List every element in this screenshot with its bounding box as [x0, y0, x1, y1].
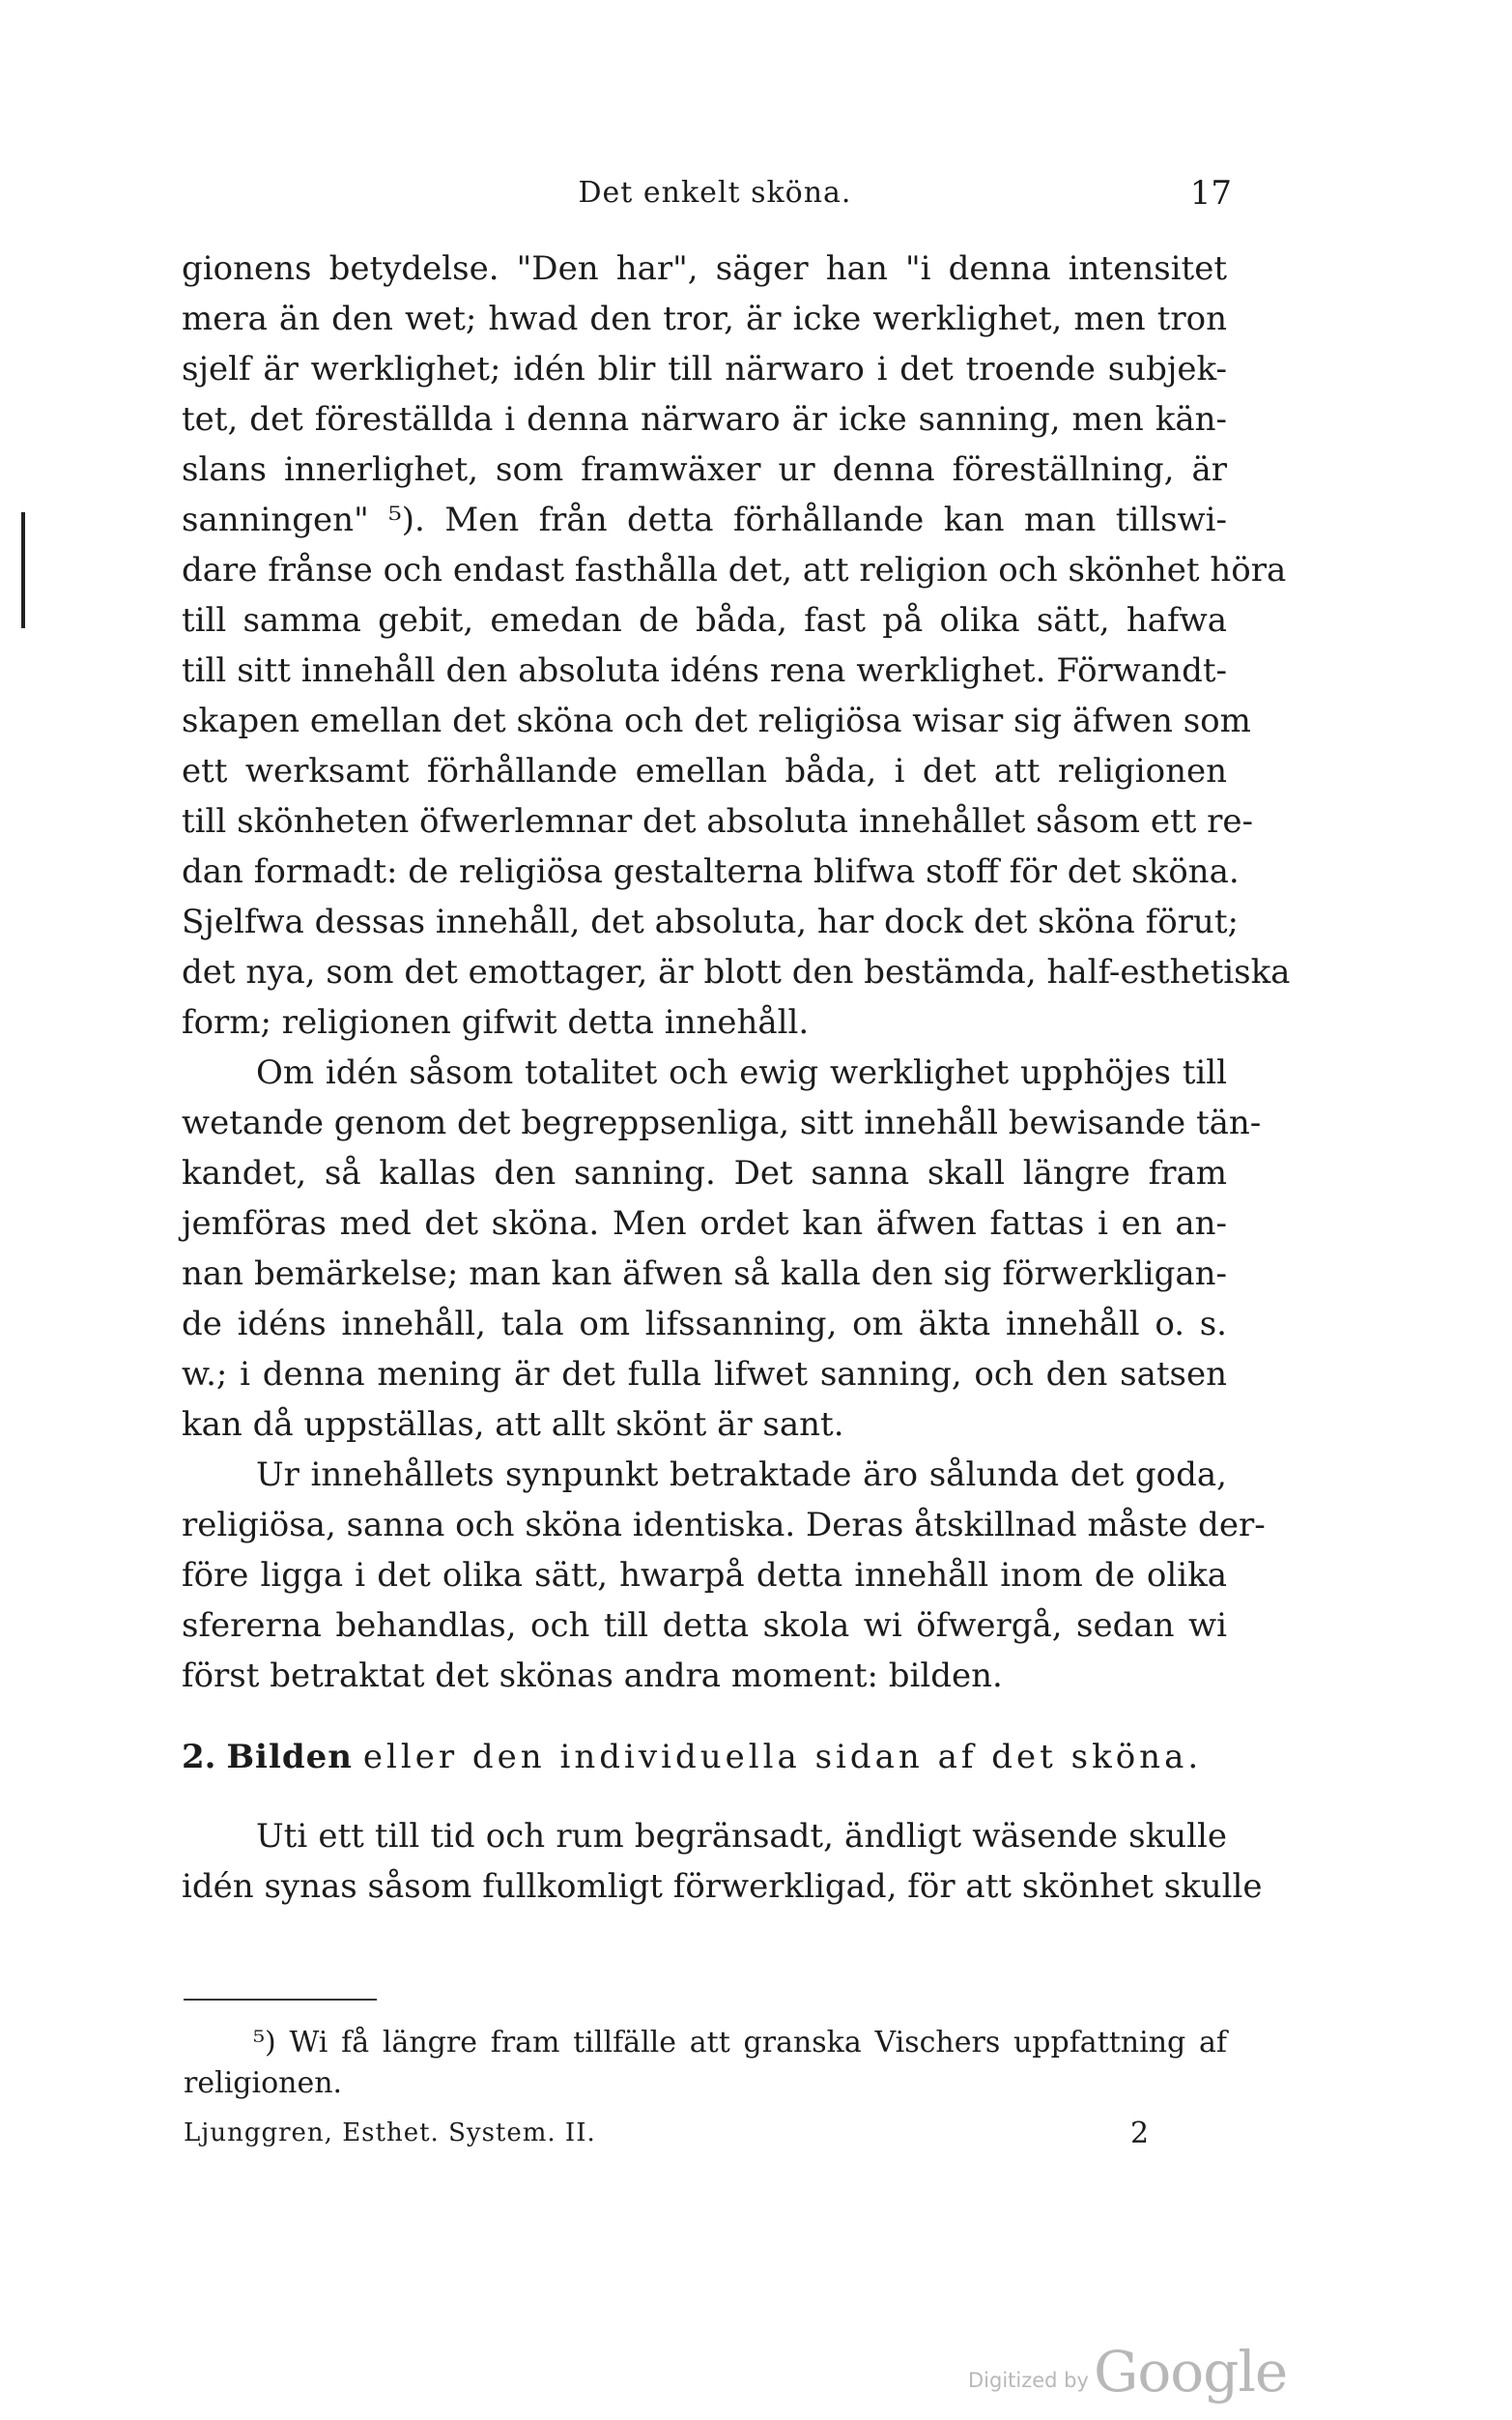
text-line: sanningen" ⁵). Men från detta förhållande kan man tillswi- [182, 501, 1227, 539]
text-line: sfererna behandlas, och till detta skola wi öfwergå, sedan wi [182, 1606, 1227, 1645]
text-line: till sitt innehåll den absoluta idéns rena werklighet. Förwandt- [182, 651, 1227, 690]
text-line: w.; i denna mening är det fulla lifwet sanning, och den satsen [182, 1355, 1227, 1394]
text-line: till samma gebit, emedan de båda, fast på olika sätt, hafwa [182, 601, 1227, 640]
section-number: 2. [182, 1738, 216, 1776]
text-line: till skönheten öfwerlemnar det absoluta innehållet såsom ett re- [182, 802, 1253, 841]
text-line: religiösa, sanna och sköna identiska. Deras åtskillnad måste der- [182, 1506, 1266, 1544]
text-line: först betraktat det skönas andra moment: bilden. [182, 1657, 1003, 1695]
text-line: före ligga i det olika sätt, hwarpå detta innehåll inom de olika [182, 1556, 1227, 1595]
running-header: Det enkelt sköna. [578, 176, 852, 210]
text-line: mera än den wet; hwad den tror, är icke werklighet, men tron [182, 300, 1227, 338]
section-heading [182, 1738, 1227, 1776]
signature-mark: 2 [1130, 2117, 1150, 2150]
text-line: kandet, så kallas den sanning. Det sanna skall längre fram [182, 1154, 1227, 1193]
text-line: sjelf är werklighet; idén blir till närwaro i det troende subjek- [182, 350, 1227, 389]
section-title: Bilden [226, 1738, 354, 1776]
text-line: dan formadt: de religiösa gestalterna blifwa stoff för det sköna. [182, 852, 1240, 891]
text-line: skapen emellan det sköna och det religiösa wisar sig äfwen som [182, 702, 1251, 740]
signature-line: Ljunggren, Esthet. System. II. [184, 2118, 596, 2147]
text-line: idén synas såsom fullkomligt förwerkligad, för att skönhet skulle [182, 1867, 1263, 1906]
text-line: slans innerlighet, som framwäxer ur denna föreställning, är [182, 450, 1227, 489]
text-line: kan då uppställas, att allt skönt är sant. [182, 1405, 844, 1444]
text-line: Uti ett till tid och rum begränsadt, ändligt wäsende skulle [256, 1817, 1227, 1856]
text-line: det nya, som det emottager, är blott den bestämda, half-esthetiska [182, 953, 1291, 992]
scan-margin-mark [21, 512, 25, 628]
text-line: jemföras med det sköna. Men ordet kan äfwen fattas i en an- [182, 1204, 1227, 1243]
footnote-line: ⁵) Wi få längre fram tillfälle att granska Vischers uppfattning af [253, 2026, 1227, 2060]
google-logo: Google [1094, 2339, 1288, 2405]
footnote-line: religionen. [184, 2066, 343, 2100]
text-line: nan bemärkelse; man kan äfwen så kalla den sig förwerkligan- [182, 1254, 1227, 1293]
text-line: form; religionen gifwit detta innehåll. [182, 1003, 810, 1042]
text-line: gionens betydelse. "Den har", säger han "i denna intensitet [182, 249, 1227, 288]
digitized-watermark [968, 2339, 1287, 2405]
text-line: Sjelfwa dessas innehåll, det absoluta, har dock det sköna förut; [182, 903, 1239, 941]
text-line: de idéns innehåll, tala om lifssanning, om äkta innehåll o. s. [182, 1305, 1227, 1343]
text-line: ett werksamt förhållande emellan båda, i det att religionen [182, 752, 1227, 791]
text-line: Ur innehållets synpunkt betraktade äro sålunda det goda, [256, 1455, 1227, 1494]
watermark-prefix: Digitized by [968, 2369, 1089, 2392]
text-line: dare frånse och endast fasthålla det, att religion och skönhet höra [182, 551, 1287, 590]
footnote-rule [184, 1999, 377, 2001]
section-subtitle: eller den individuella sidan af det sköna. [362, 1738, 1203, 1776]
text-line: tet, det föreställda i denna närwaro är icke sanning, men kän- [182, 400, 1227, 439]
text-line: Om idén såsom totalitet och ewig werklighet upphöjes till [256, 1053, 1227, 1092]
page-number: 17 [1189, 174, 1232, 213]
text-line: wetande genom det begreppsenliga, sitt innehåll bewisande tän- [182, 1104, 1262, 1142]
